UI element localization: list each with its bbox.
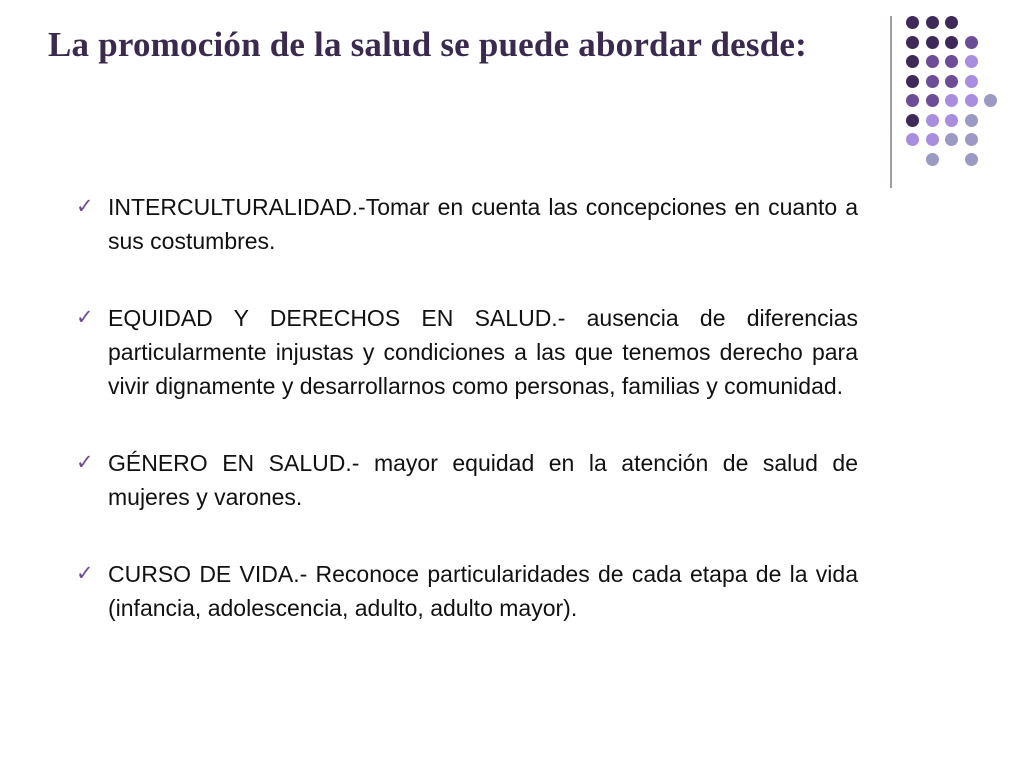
decorative-dot	[926, 36, 939, 49]
check-icon: ✓	[76, 450, 94, 474]
decorative-dot	[906, 36, 919, 49]
decorative-dot	[945, 16, 958, 29]
decorative-dot	[906, 94, 919, 107]
decorative-dot	[926, 16, 939, 29]
slide-title: La promoción de la salud se puede abordar desde:	[48, 25, 807, 64]
check-icon: ✓	[76, 305, 94, 329]
decorative-dot	[965, 55, 978, 68]
decorative-dot	[926, 114, 939, 127]
decorative-dot	[906, 55, 919, 68]
check-icon: ✓	[76, 561, 94, 585]
decorative-dot	[926, 133, 939, 146]
bullet-item-curso-de-vida	[76, 557, 858, 625]
bullet-text: CURSO DE VIDA.- Reconoce particularidades de cada etapa de la vida (infancia, adolescencia, adulto, adulto mayor).	[108, 561, 858, 621]
decorative-dot	[926, 75, 939, 88]
decorative-dot	[984, 94, 997, 107]
decorative-dot	[965, 75, 978, 88]
decorative-dot	[945, 36, 958, 49]
decorative-dot	[945, 55, 958, 68]
decorative-dot	[945, 114, 958, 127]
bullet-text: EQUIDAD Y DERECHOS EN SALUD.- ausencia de diferencias particularmente injustas y condiciones a las que tenemos derecho para vivir dignamente y desarrollarnos como personas, familias y comunidad.	[108, 305, 858, 399]
decorative-dot	[965, 133, 978, 146]
decorative-dot	[906, 133, 919, 146]
bullet-item-interculturalidad	[76, 190, 858, 258]
decorative-dot	[965, 114, 978, 127]
vertical-divider	[890, 16, 892, 188]
decorative-dot	[965, 153, 978, 166]
decorative-dot	[926, 55, 939, 68]
bullet-item-genero	[76, 446, 858, 514]
bullet-item-equidad	[76, 301, 858, 403]
decorative-dot-grid	[906, 16, 986, 166]
decorative-dot	[906, 114, 919, 127]
bullet-list	[76, 190, 858, 668]
decorative-dot	[945, 94, 958, 107]
decorative-dot	[906, 75, 919, 88]
bullet-text: INTERCULTURALIDAD.-Tomar en cuenta las concepciones en cuanto a sus costumbres.	[108, 194, 858, 254]
decorative-dot	[926, 94, 939, 107]
decorative-dot	[945, 133, 958, 146]
check-icon: ✓	[76, 194, 94, 218]
decorative-dot	[965, 36, 978, 49]
decorative-dot	[926, 153, 939, 166]
decorative-dot	[965, 94, 978, 107]
decorative-dot	[906, 16, 919, 29]
decorative-dot	[945, 75, 958, 88]
bullet-text: GÉNERO EN SALUD.- mayor equidad en la atención de salud de mujeres y varones.	[108, 450, 858, 510]
